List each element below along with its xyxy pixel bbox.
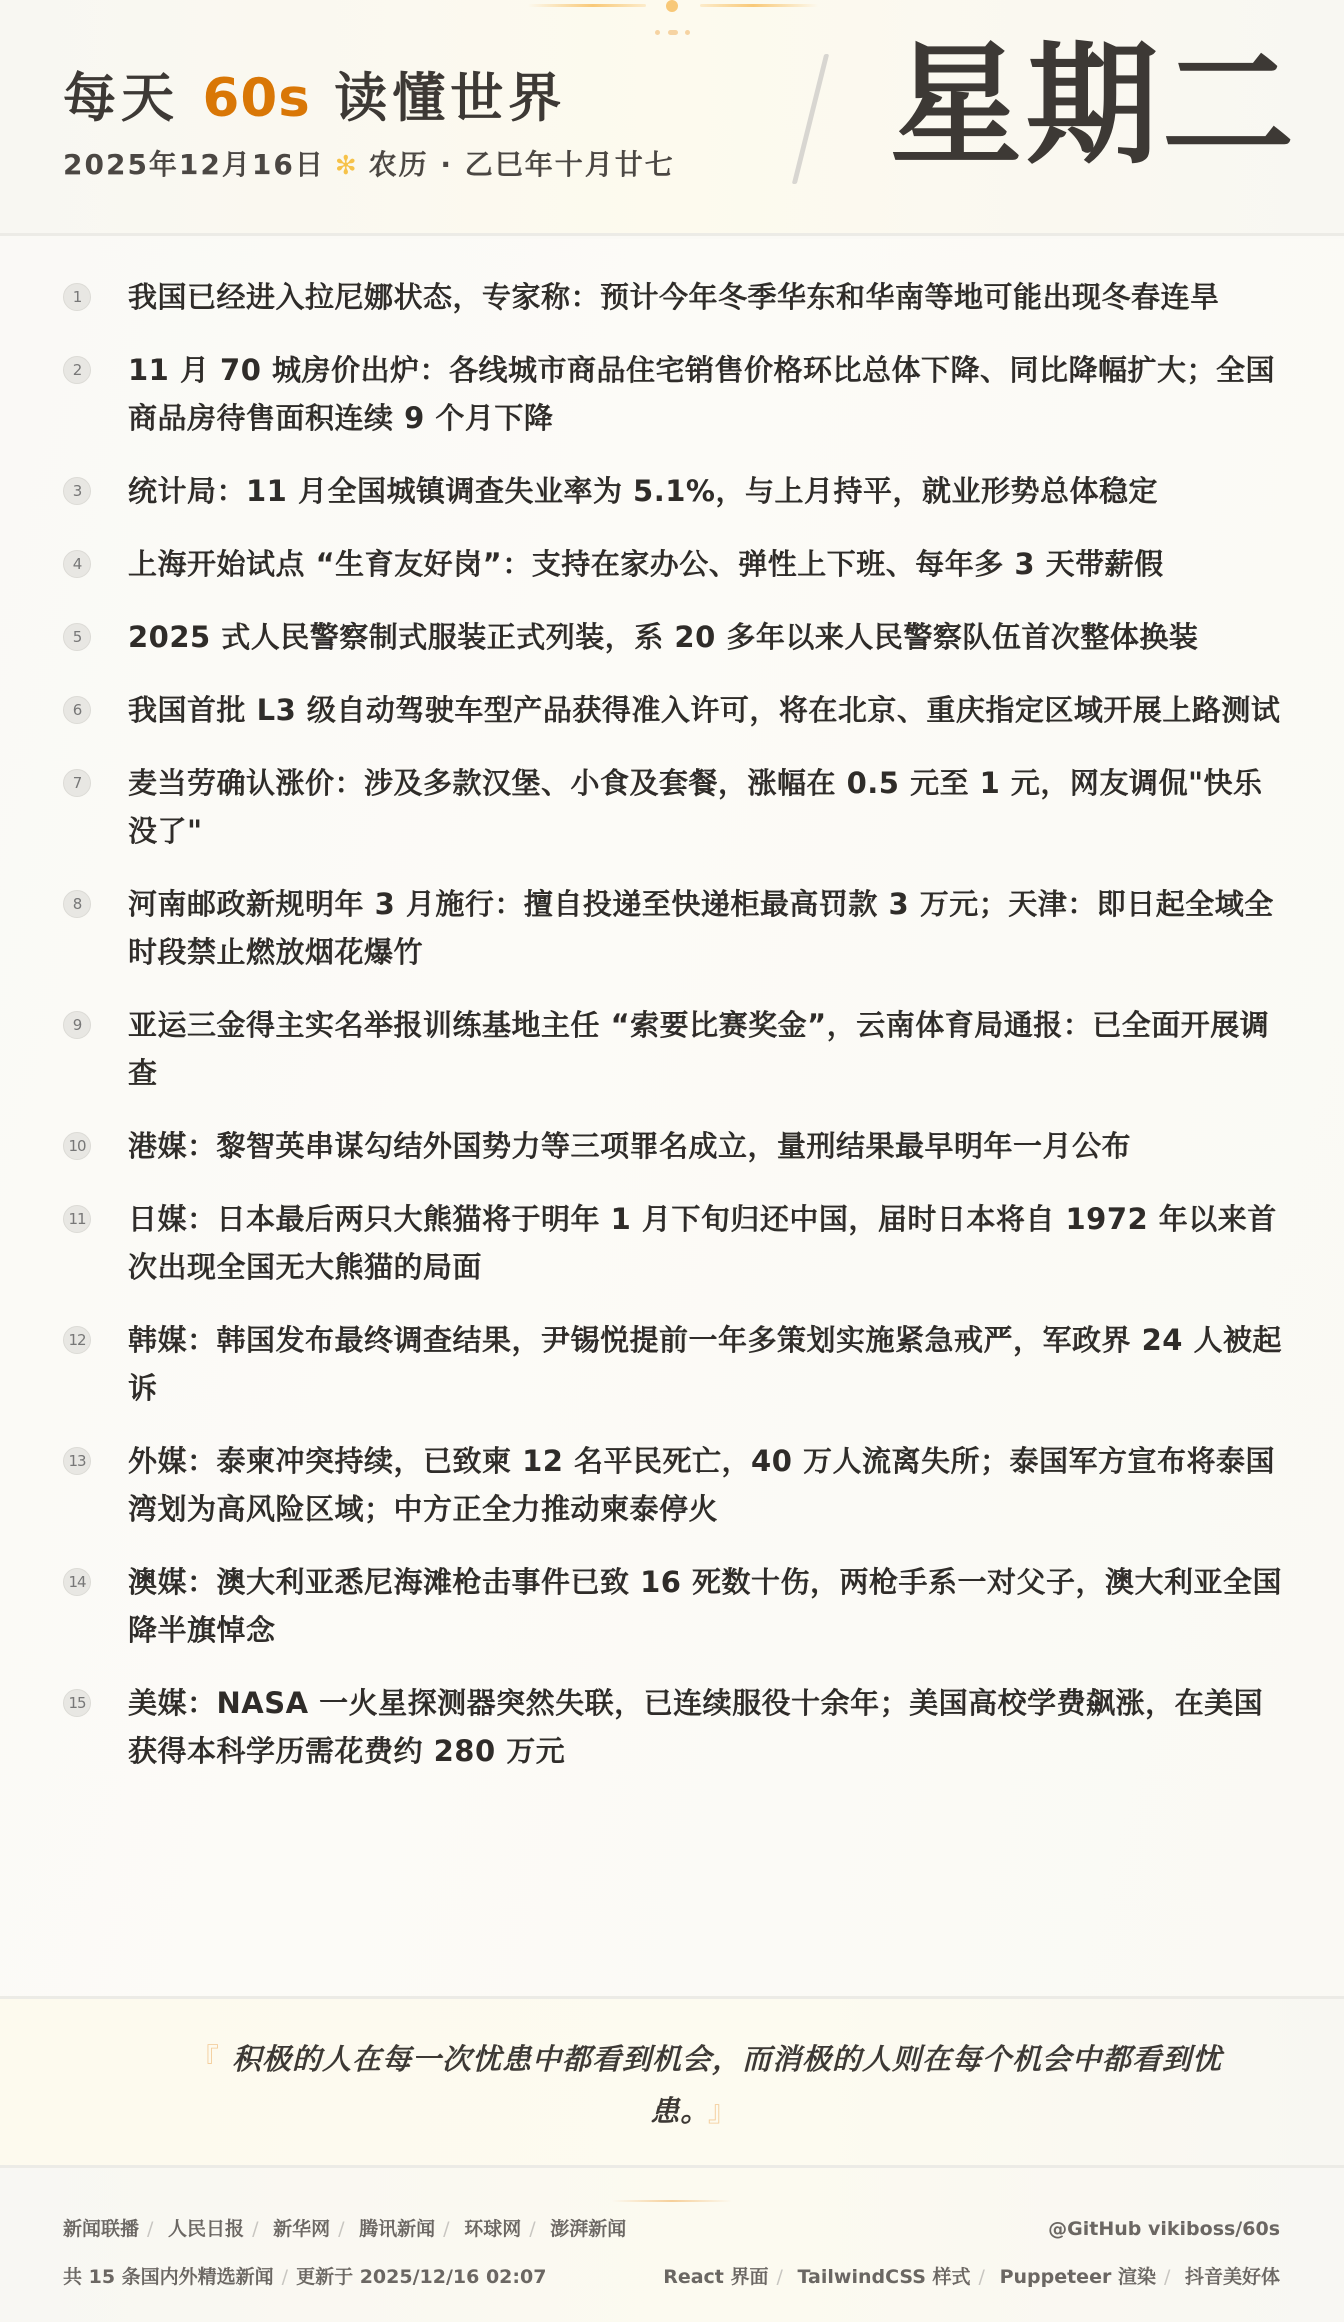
footer-left bbox=[63, 2214, 626, 2310]
source-item: 新华网 bbox=[273, 2218, 331, 2240]
github-credit: @GitHub vikiboss/60s bbox=[1048, 2218, 1280, 2240]
news-item bbox=[60, 1195, 1290, 1291]
news-text: 11 月 70 城房价出炉：各线城市商品住宅销售价格环比总体下降、同比降幅扩大；全国商品房待售面积连续 9 个月下降 bbox=[128, 353, 1276, 435]
tech-item: React 界面 bbox=[663, 2266, 769, 2288]
news-text: 美媒：NASA 一火星探测器突然失联，已连续服役十余年；美国高校学费飙涨，在美国获得本科学历需花费约 280 万元 bbox=[128, 1686, 1264, 1768]
item-number-badge: 14 bbox=[63, 1568, 91, 1596]
news-text: 我国首批 L3 级自动驾驶车型产品获得准入许可，将在北京、重庆指定区域开展上路测试 bbox=[128, 693, 1281, 727]
source-item: 环球网 bbox=[464, 2218, 522, 2240]
tech-item: Puppeteer 渲染 bbox=[999, 2266, 1156, 2288]
sun-icon: ✻ bbox=[334, 151, 359, 181]
news-item bbox=[60, 467, 1290, 515]
news-section bbox=[0, 239, 1344, 1996]
news-text: 亚运三金得主实名举报训练基地主任 “索要比赛奖金”，云南体育局通报：已全面开展调查 bbox=[128, 1008, 1270, 1090]
quote-open-icon: 『 bbox=[189, 2042, 220, 2076]
header bbox=[0, 0, 1344, 236]
quote-section bbox=[0, 1996, 1344, 2168]
news-count: 共 15 条国内外精选新闻 bbox=[63, 2266, 274, 2288]
title-suffix: 读懂世界 bbox=[310, 68, 567, 129]
news-text: 河南邮政新规明年 3 月施行：擅自投递至快递柜最高罚款 3 万元；天津：即日起全域全时段禁止燃放烟花爆竹 bbox=[128, 887, 1274, 969]
news-item bbox=[60, 1437, 1290, 1533]
news-item bbox=[60, 346, 1290, 442]
news-text: 上海开始试点 “生育友好岗”：支持在家办公、弹性上下班、每年多 3 天带薪假 bbox=[128, 547, 1164, 581]
title-accent: 60s bbox=[202, 68, 311, 129]
news-item bbox=[60, 1679, 1290, 1775]
top-ornament bbox=[528, 0, 818, 40]
source-item: 新闻联播 bbox=[63, 2218, 140, 2240]
news-item bbox=[60, 273, 1290, 321]
source-item: 澎湃新闻 bbox=[550, 2218, 627, 2240]
news-item bbox=[60, 613, 1290, 661]
date-line bbox=[63, 143, 675, 183]
title-prefix: 每天 bbox=[63, 68, 203, 129]
news-text: 我国已经进入拉尼娜状态，专家称：预计今年冬季华东和华南等地可能出现冬春连旱 bbox=[128, 280, 1220, 314]
footer-right bbox=[663, 2214, 1280, 2310]
item-number-badge: 1 bbox=[63, 283, 91, 311]
quote-text: 积极的人在每一次忧患中都看到机会，而消极的人则在每个机会中都看到忧患。 bbox=[232, 2042, 1223, 2128]
news-item bbox=[60, 1558, 1290, 1654]
weekday-label: 星期二 bbox=[890, 29, 1298, 183]
item-number-badge: 8 bbox=[63, 890, 91, 918]
news-text: 麦当劳确认涨价：涉及多款汉堡、小食及套餐，涨幅在 0.5 元至 1 元，网友调侃"快乐没了" bbox=[128, 766, 1263, 848]
item-number-badge: 3 bbox=[63, 477, 91, 505]
ornament-line-right bbox=[700, 4, 818, 7]
header-divider bbox=[792, 54, 829, 184]
news-item bbox=[60, 686, 1290, 734]
news-item bbox=[60, 540, 1290, 588]
summary-line: 共 15 条国内外精选新闻 / 更新于 2025/12/16 02:07 bbox=[63, 2266, 547, 2288]
news-text: 韩媒：韩国发布最终调查结果，尹锡悦提前一年多策划实施紧急戒严，军政界 24 人被起诉 bbox=[128, 1323, 1283, 1405]
news-item bbox=[60, 1122, 1290, 1170]
news-text: 统计局：11 月全国城镇调查失业率为 5.1%，与上月持平，就业形势总体稳定 bbox=[128, 474, 1158, 508]
ornament-line-left bbox=[528, 4, 646, 7]
news-list bbox=[60, 273, 1290, 1800]
ornament-dot-icon bbox=[666, 0, 678, 12]
updated-time: 更新于 2025/12/16 02:07 bbox=[296, 2266, 547, 2288]
tech-item: TailwindCSS 样式 bbox=[797, 2266, 971, 2288]
news-item bbox=[60, 880, 1290, 976]
page-title bbox=[63, 56, 566, 132]
tech-item: 抖音美好体 bbox=[1184, 2266, 1280, 2288]
item-number-badge: 10 bbox=[63, 1132, 91, 1160]
item-number-badge: 4 bbox=[63, 550, 91, 578]
news-item bbox=[60, 1316, 1290, 1412]
item-number-badge: 6 bbox=[63, 696, 91, 724]
footer bbox=[0, 2168, 1344, 2322]
source-item: 腾讯新闻 bbox=[359, 2218, 436, 2240]
item-number-badge: 7 bbox=[63, 769, 91, 797]
source-item: 人民日报 bbox=[168, 2218, 245, 2240]
item-number-badge: 12 bbox=[63, 1326, 91, 1354]
news-item bbox=[60, 1001, 1290, 1097]
news-text: 日媒：日本最后两只大熊猫将于明年 1 月下旬归还中国，届时日本将自 1972 年以来首次出现全国无大熊猫的局面 bbox=[128, 1202, 1277, 1284]
footer-ornament bbox=[612, 2200, 732, 2202]
ornament-dots-icon bbox=[655, 30, 691, 36]
item-number-badge: 2 bbox=[63, 356, 91, 384]
lunar-date: 农历 · 乙巳年十月廿七 bbox=[368, 148, 675, 181]
item-number-badge: 15 bbox=[63, 1689, 91, 1717]
source-list: 新闻联播 / 人民日报 / 新华网 / 腾讯新闻 / 环球网 / 澎湃新闻 bbox=[63, 2218, 627, 2240]
news-item bbox=[60, 759, 1290, 855]
news-text: 港媒：黎智英串谋勾结外国势力等三项罪名成立，量刑结果最早明年一月公布 bbox=[128, 1129, 1132, 1163]
daily-quote bbox=[150, 2033, 1250, 2137]
news-text: 澳媒：澳大利亚悉尼海滩枪击事件已致 16 死数十伤，两枪手系一对父子，澳大利亚全国降半旗悼念 bbox=[128, 1565, 1283, 1647]
gregorian-date: 2025年12月16日 bbox=[63, 148, 325, 181]
item-number-badge: 13 bbox=[63, 1447, 91, 1475]
news-text: 2025 式人民警察制式服装正式列装，系 20 多年以来人民警察队伍首次整体换装 bbox=[128, 620, 1199, 654]
quote-close-icon: 』 bbox=[707, 2094, 738, 2128]
item-number-badge: 5 bbox=[63, 623, 91, 651]
news-text: 外媒：泰柬冲突持续，已致柬 12 名平民死亡，40 万人流离失所；泰国军方宣布将泰国湾划为高风险区域；中方正全力推动柬泰停火 bbox=[128, 1444, 1276, 1526]
item-number-badge: 11 bbox=[63, 1205, 91, 1233]
tech-stack: React 界面 / TailwindCSS 样式 / Puppeteer 渲染 / 抖音美好体 bbox=[663, 2266, 1280, 2288]
item-number-badge: 9 bbox=[63, 1011, 91, 1039]
